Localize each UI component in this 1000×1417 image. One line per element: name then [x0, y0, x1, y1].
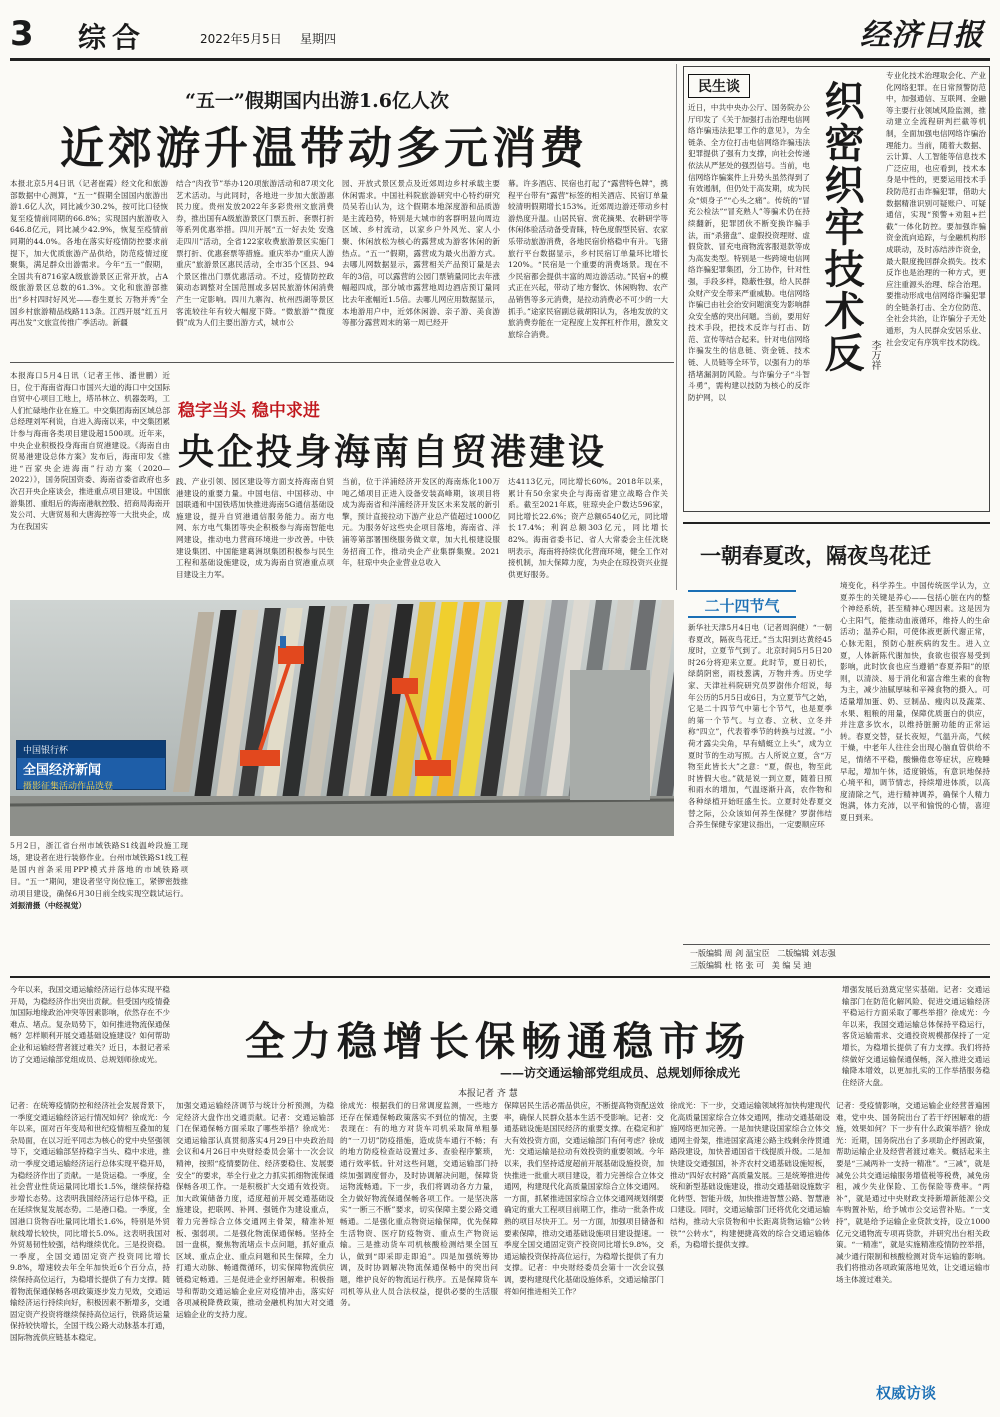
story-column: 达4113亿元，同比增长60%。2018年以来，累计有50余家央企与海南省建立战略合作关系。截至2021年底，驻琼央企户数达596家，同比增长22.6%；资产总额6540亿元，同比增长17.4%；利润总额303亿元，同比增长82%。海南省委书记、省人大常委会主任沈晓明表示，海南将持续优化营商环境，健全工作对接机制，加大保障力度，为央企在琼投资兴业提供更好服务。	[508, 477, 668, 579]
story-column: 当前，位于洋浦经济开发区的海南炼化100万吨乙烯项目正进入设备安装高峰期，该项目将成为海南省和洋浦经济开发区未来发展的新引擎，预计直接拉动下游产业总产值超过1000亿元。为服务好这些央企项目落地，海南省、洋浦等第部署围绕服务做文章，加大扎根建设服务招商工作，推动央企产业集群集聚。2021年，驻琼中央企业营业总收入	[342, 477, 500, 568]
sidebar-author: 李万祥	[869, 340, 880, 370]
story-column: 结合“肉孜节”举办120项旅游活动和87项文化艺术活动。与此同时，各地进一步加大旅游惠民力度。贵州发放2022年多彩贵州文旅消费券，推出国有A级旅游景区门票五折、套票打折等系列优惠举措。四川开展“五一好去处 安逸走四川”活动，全省122家收费旅游景区实施门票打折、优惠套票等措施。重庆举办“重庆人游重庆”旅游景区惠民活动，全市35个区县、94个景区推出门票优惠活动。不过，疫情防控政策动态调整对全国范围或多居民旅游休闲消费产生一定影响。四川九寨沟、杭州西湖等景区客流较往年有较大幅度下降。“微旅游”“微度假”成为人们主要出游方式，城市公	[176, 179, 334, 328]
story-headline: 央企投身海南自贸港建设	[178, 431, 608, 473]
story-headline: 近郊游升温带动多元消费	[60, 123, 588, 174]
issue-date: 2022年5月5日	[200, 32, 282, 46]
story-column: 徐成光：下一步，交通运输领域将加快构建现代化高质量国家综合立体交通网，推动交通基础设施网络更加完善。一是加快建设国家综合立体交通网主骨架，推进国家高速公路主线剩余待贯通路段建设，加快普通国省干线提质升级。二是加快建设交通强国，补齐农村交通基础设施短板，推动“四好农村路”高质量发展。三是统筹推进传统和新型基础设施建设，推动交通基础设施数字化转型、智能升级，加快推进智慧公路、智慧港口建设。同时，交通运输部门还将优化交通运输结构，推动大宗货物和中长距离货物运输“公转铁”“公转水”，构建便捷高效的综合交通运输体系，为稳增长提供支撑。	[670, 1101, 830, 1250]
story-kicker: “五一”假期国内出游1.6亿人次	[185, 90, 449, 112]
sidebar-title: 织密织牢技术反	[818, 80, 864, 374]
photo-credit: 刘振清摄（中经视觉）	[10, 901, 86, 910]
badge-top-text: 中国银行杯	[17, 741, 165, 758]
story-column: 境变化，科学养生。中国传统医学认为，立夏养生的关键是养心——包括心脏在内的整个神经系统，甚至精神心理因素。这是因为心主阳气，能推动血液循环，维持人的生命活动；温养心阳，可使体液更新代谢正常，心脉无阻，预防心脏疾病的发生。进入立夏，人体新陈代谢加快，食欲也很容易受到影响，此时饮食也应当遵循“春夏养阳”的原则，以清淡、易于消化和富含维生素的食物为主，减少油腻厚味和辛辣食物的摄入。可适量增加蛋、奶、豆制品、瘦肉以及蔬菜、水果、粗粮的用量，保障优质蛋白的供应，并注意多饮水，以维持脏腑功能的正常运转。春夏交替，昼长夜短，气温升高，气候干燥，中老年人往往会出现心脑血管供给不足，情绪不平稳，酸懒倦怠等症状，应晚睡早起，增加午休，适度锻炼，有意识地保持心境平和，调节情志，持续增进体质，以高度清除之气，进行精神调养，确保个人精力饱满，体力充沛，以平和愉悦的心情，喜迎夏日到来。	[840, 581, 990, 822]
section-divider	[10, 362, 674, 363]
photo-image	[10, 600, 674, 836]
caption-text: 5月2日，浙江省台州市域铁路S1线温岭段施工现场，建设者在进行装修作业。台州市域铁路S1线工程是国内首条采用PPP模式并落地的市域铁路项目。“五一”期间，建设者坚守岗位施工，紧锣密鼓推动项目建设，确保6月30日前全线实现空载试运行。	[10, 841, 188, 898]
story-column: 幕。许多酒店、民宿也打起了“露营特色牌”，携程平台带有“露营”标签的相关酒店、民宿订单量较清明假期增长153%。近郊周边游还带动乡村游热度升温。山居民宿、赏花摘果、农耕研学等休闲体验活动备受青睐，特色度假型民宿、农家乐带动旅游消费，各地民宿价格稳中有升。飞猪旅行平台数据显示，乡村民宿订单量环比增长120%。“民宿是一个重要的消费场景。现在不少民宿都会提供丰富的周边游活动。”民宿+的模式正在兴起，带动了地方餐饮、休闲购物、农产品销售等多元消费，是拉动消费必不可少的一大抓手。”途家民宿副总裁胡阳认为，各地发放的文旅消费券能在一定程度上发挥杠杆作用，激发文旅综合消费。	[508, 179, 668, 339]
issue-weekday: 星期四	[300, 32, 337, 46]
section-divider	[683, 522, 990, 524]
editors-line: 一版编辑 周 剑 温宝臣 二版编辑 刘志强	[690, 949, 836, 958]
interview-label: 权威访谈	[876, 1384, 937, 1402]
story-column: 园、开放式景区景点及近郊周边乡村承载主要休闲需求。中国社科院旅游研究中心特约研究员吴若山认为，这个假期本地深度游和品质游是主流趋势，特别是大城市的客群明显向周边区域、乡村流动，以家乡户外风光、家人小聚、休闲放松为核心的露营成为游客休闲的新热点。“五一”假期，露营成为最火出游方式。去哪儿网数据显示，露营相关产品预订量是去年的3倍，可以露营的公园门票销量同比去年涨幅超四成，部分城市露营地周边酒店预订量同比去年涨幅近1.5倍。去哪儿网应用数据显示，本地游用户中，近郊休闲游、亲子游、美食游等都分露营周末的第一周已经开	[342, 179, 500, 328]
photo-caption	[10, 840, 188, 936]
section-name: 综合	[78, 21, 147, 54]
sidebar-column: 近日，中共中央办公厅、国务院办公厅印发了《关于加强打击治理电信网络诈骗违法犯罪工作的意见》，为全链条、全方位打击电信网络诈骗违法犯罪提供了强有力支撑，向社会传递依法从严惩处的强烈信号。当前，电信网络诈骗案件上升势头虽然得到了有效遏制，但仍处于高发期，成为民众“烦身子”“心头之痛”。传统的“冒充公检法”“冒充熟人”等骗术仍在持续翻新，犯罪团伙不断变换诈骗手法，而“杀猪盘”、虚假投资理财、虚假贷款、冒充电商物流客服退款等成为高发类型。特别是一些跨境电信网络诈骗犯罪集团，分工协作，针对性强，手段多样，隐蔽性强，给人民群众财产安全带来严重威胁。电信网络诈骗已由社会治安问题演变为影响群众安全感的突出问题。当前，要用好技术手段，把技术反诈与打击、防范、宣传等结合起来。针对电信网络诈骗发生的信息链、资金链、技术链、人员链等全环节，以强有力的举措堵漏洞防风险。与诈骗分子“斗智斗勇”，需构建以技防为核心的反诈防护网，以	[688, 103, 810, 402]
story-column: 增强发展后劲奠定坚实基础。记者：交通运输部门在防范化解风险、促进交通运输经济平稳运行方面采取了哪些举措？徐成光：今年以来，我国交通运输总体保持平稳运行，客货运输需求、交通投资规模都保持了一定增长，为稳增长提供了有力支撑。我们将持续做好交通运输保通保畅，深入推进交通运输降本增效，以更加扎实的工作举措服务稳住经济大盘。	[842, 985, 990, 1087]
story-column: 保障居民生活必需品供应，不断提高物资配送效率，确保人民群众基本生活不受影响。记者：交通基础设施是国民经济的重要支撑。在稳定和扩大有效投资方面，交通运输部门有何考虑？徐成光：交通运输是拉动有效投资的重要领域。今年以来，我们坚持适度超前开展基础设施投资，加快推进一批重大项目建设，着力完善综合立体交通网，构建现代化高质量国家综合立体交通网。一方面，抓紧推进国家综合立体交通网规划纲要确定的重大工程项目前期工作，推动一批条件成熟的项目尽快开工。另一方面，加强项目储备和要素保障，推动交通基础设施项目建设提速。一季度全国交通固定资产投资同比增长9.8%，交通运输投资保持高位运行，为稳增长提供了有力支撑。记者：中央财经委员会第十一次会议强调，要构建现代化基础设施体系，交通运输部门将如何推进相关工作？	[504, 1101, 664, 1296]
story-subhead: ——访交通运输部党组成员、总规划师徐成光	[500, 1066, 741, 1080]
story-headline: 一朝春夏改，隔夜鸟花迁	[700, 544, 931, 568]
column-divider	[676, 64, 677, 590]
story-column: 本报北京5月4日讯（记者崔霞）经文化和旅游部数据中心测算，“五一”假期全国国内旅游出游1.6亿人次，同比减少30.2%，按可比口径恢复至疫情前同期的66.8%；实现国内旅游收入646.8亿元，同比减少42.9%，恢复至疫情前同期的44.0%。各地在落实好疫情防控要求前提下，加大优质旅游产品供给，防范疫情过度聚集，满足群众出游需求。今年“五一”假期，全国共有8716家A级旅游景区正常开放，占A级旅游景区总数的61.3%。文化和旅游部推出“乡村四时好风光——春生夏长 万物并秀”全国乡村旅游精品线路113条。江西开展“红五月 再出发”文旅宣传推广季活动。新疆	[10, 179, 168, 328]
newspaper-logo: 经济日报	[860, 18, 984, 53]
page-number: 3	[10, 14, 34, 54]
story-column: 记者：受疫情影响，交通运输企业经营普遍困难，党中央、国务院出台了若干纾困解难的措施，效果如何？下一步有什么政策举措？徐成光：近期，国务院出台了多项助企纾困政策，帮助运输企业及经营者渡过难关。概括起来主要是“三减两补一支持一精准”。“三减”，就是减免公共交通运输服务增值税等税费，减免房租，减少失业保险、工伤保险等费率。“两补”，就是通过中央财政支持新增新能源公交车购置补贴，给予城市公交运营补贴。“一支持”，就是给予运输企业贷款支持，设立1000亿元交通物流专项再贷款，并研究出台相关政策。“一精准”，就是实施精准疫情防控举措，减少通行限制和核酸检测对货车运输的影响。我们将推动各项政策落地见效，让交通运输市场主体渡过难关。	[836, 1101, 990, 1284]
credits-rule	[683, 944, 990, 945]
badge-main-text: 全国经济新闻	[23, 763, 102, 778]
story-column: 徐成光：根据我们的日常调度监测，一些地方还存在保通保畅政策落实不到位的情况，主要表现在：有的地方对货车司机采取简单粗暴的“一刀切”防疫措施，造成货车通行不畅；有的地方防疫检查站设置过多、查验程序繁琐，通行效率低。针对这些问题，交通运输部门持续加强调度督办，及时协调解决问题，保障货运物流畅通。下一步，我们将调动各方力量，全力做好物流保通保畅各项工作。一是坚决落实“一断三不断”要求，切实保障主要公路交通畅通。二是强化重点物资运输保障，优先保障生活物资、医疗防疫物资、重点生产物资运输。三是推动货车司机核酸检测结果全国互认，做到“即采即走即追”。四是加强统筹协调，及时协调解决物流保通保畅中的突出问题，维护良好的物流运行秩序。五是保障货车司机等从业人员合法权益，提供必要的生活服务。	[340, 1101, 498, 1308]
story-kicker: 稳字当头 稳中求进	[178, 401, 320, 421]
story-headline: 全力稳增长保畅通稳市场	[245, 1018, 751, 1065]
photo-badge	[16, 740, 166, 790]
badge-sub-text: 摄影征集活动作品选登	[23, 782, 114, 792]
bottom-section-rule	[10, 976, 990, 978]
masthead-rule	[10, 58, 990, 61]
sidebar-label: 民生谈	[688, 74, 750, 98]
story-column: 践、产业引领、园区建设等方面支持海南自贸港建设的重要力量。中国电信、中国移动、中国联通和中国铁塔加快推进海南5G通信基础设施建设，提升自贸港通信服务能力。南方电网、东方电气集团等央企积极参与海南智能电网建设，推动电力营商环境进一步改善。中铁建设集团、中国能建葛洲坝集团积极参与民生工程和基础设施建设，成为海南自贸港重点项目建设主力军。	[176, 477, 334, 579]
solar-label: 二十四节气	[688, 590, 796, 618]
story-column: 新华社天津5月4日电（记者周润健）“一朝春夏改，隔夜鸟花迁。”当太阳到达黄经45度时，立夏节气到了。北京时间5月5日20时26分将迎来立夏。此时节，夏日初长，绿荫阴密，雨枝葱满，万物并秀。历史学家、天津社科院研究员罗澍伟介绍说，每年公历的5月5日或6日，为立夏节气之始，它是二十四节气中第七个节气，也是夏季的第一个节气。与立春、立秋、立冬并称“四立”，代表着季节的转换与过渡。“小荷才露尖尖角，早有蜻蜓立上头”，成为立夏时节的生动写照。古人所说立夏，含“万物至此皆长大”之意：“夏，假也，物至此时皆假大也。”就是说一到立夏，随着日照和雨水的增加，气温逐渐升高，农作物和各种绿植开始旺盛生长。立夏时处春夏交替之际，公众该如何养生保健？罗澍伟结合养生保健专家建议指出，一定要顺应环	[688, 623, 832, 830]
story-column: 加强交通运输经济调节与统计分析预测，为稳定经济大盘作出交通贡献。记者：交通运输部门在保通保畅方面采取了哪些举措？徐成光：交通运输部认真贯彻落实4月29日中央政治局会议和4月26日中央财经委员会第十一次会议精神，按照“疫情要防住、经济要稳住、发展要安全”的要求，举全行业之力抓实抓细物流保通保畅各项工作。一是积极扩大交通有效投资。加大政策储备力度，适度超前开展交通基础设施建设，把联网、补网、强链作为建设重点，着力完善综合立体交通网主骨架，精准补短板、强弱项。二是强化物流保通保畅。坚持全国一盘棋，聚焦物流堵点卡点问题，抓好重点区域、重点企业、重点问题和民生保障，全力打通大动脉、畅通微循环，切实保障物流供应链稳定畅通。三是促进企业纾困解难。积极指导和帮助交通运输企业应对疫情冲击，落实好各项减税降费政策，推动金融机构加大对交通运输企业的支持力度。	[176, 1101, 334, 1319]
editors-line: 三版编辑 杜 铭 张 可 美 编 吴 迪	[690, 961, 812, 970]
story-column: 记者：在统筹疫情防控和经济社会发展背景下，一季度交通运输经济运行情况如何？徐成光：今年以来，面对百年变局和世纪疫情相互叠加的复杂局面，在以习近平同志为核心的党中央坚强领导下，交通运输部坚持稳字当头、稳中求进，推动一季度交通运输经济运行总体实现平稳开局，为稳经济作出了贡献。一是货运稳。一季度，全社会营业性货运量同比增长1.5%，继续保持稳步增长态势。这表明我国经济运行总体平稳，正在延续恢复发展态势。二是港口稳。一季度，全国港口货物吞吐量同比增长1.6%，特别是外贸航线增长较快，同比增长5.0%。这表明我国对外贸易韧性较强，结构继续优化。三是投资稳。一季度，全国交通固定资产投资同比增长9.8%，增速较去年全年加快近6个百分点，持续保持高位运行，为稳增长提供了有力支撑。随着物流保通保畅各项政策逐步发力见效，交通运输经济运行持续向好，积极因素不断增多，交通固定资产投资将继续保持高位运行，铁路货运量保持较快增长，全国干线公路大动脉基本打通，国际物流供应链基本稳定。	[10, 1101, 170, 1342]
story-column: 本报海口5月4日讯（记者王伟、潘世鹏）近日，位于海南省海口市国兴大道的海口中交国际自贸中心项目工地上，塔吊林立、机器轰鸣，工人们忙碌地作业在施工。中交集团海南区域总部总经理刘军利说，自进入海南以来，中交集团累计参与海南各类项目建设超1500项。近年来，中央企业积极投身海南自贸港建设。《海南自由贸易港建设总体方案》发布后，海南印发《推进“百家央企进海南”行动方案（2020—2022）》，国务院国资委、海南省委省政府也多次召开央企座谈会，推进重点项目建设。中国旅游集团、重组后的海南港航控股、招商局海南开发公司、大唐贸易和大唐海控等一大批央企，成为在我国实	[10, 371, 170, 531]
story-byline: 本报记者 齐 慧	[458, 1089, 518, 1099]
interview-intro: 今年以来，我国交通运输经济运行总体实现平稳开局，为稳经济作出突出贡献。但受国内疫情叠加国际地缘政治冲突等因素影响，依然存在不少难点、堵点。复杂局势下，如何推进物流保通保畅？怎样顺利开展交通基础设施建设？如何帮助企业和运输经营者渡过难关？近日，本报记者采访了交通运输部党组成员、总规划师徐成光。	[10, 985, 170, 1064]
railway-construction-illustration	[10, 600, 674, 836]
sidebar-column: 专业化技术治理取会化、产业化网络犯罪。在日常预警防范中，加强通信、互联网、金融等主要行业领域风险监测，推动建立全流程研判拦截等机制，全面加强电信网络诈骗治理能力。当前，随着大数据、云计算、人工智能等信息技术广泛应用，也应看到，技术本身是中性的，更要运用技术手段防范打击诈骗犯罪，借助大数据精准识别可疑账户、可疑通信，实现“预警+劝阻+拦截”一体化防控。要加强诈骗资金流向追踪，与金融机构形成联动，及时冻结涉诈资金，最大限度挽回群众损失。技术反诈也是治理的一种方式，更应注重源头治理、综合治理。要推动形成电信网络诈骗犯罪的全链条打击、全方位防范、全社会共治，让诈骗分子无处遁形，为人民群众安居乐业、社会安定有序筑牢技术防线。	[886, 71, 986, 347]
